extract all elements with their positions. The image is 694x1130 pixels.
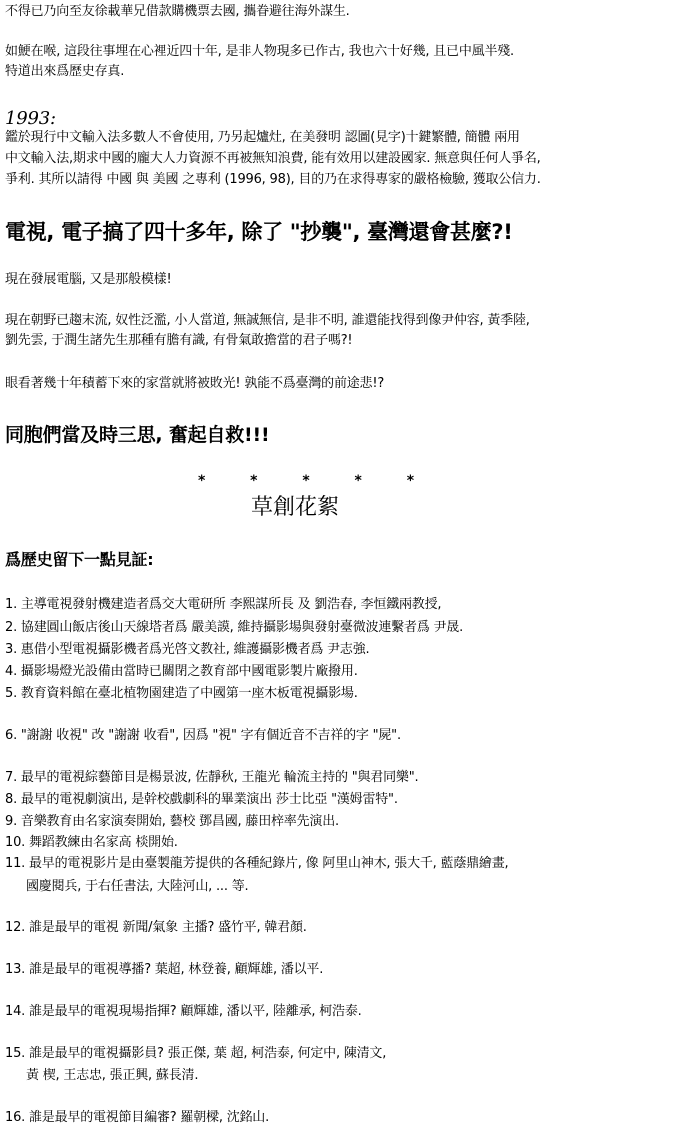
list-item: 15. 誰是最早的電視攝影員? 張正傑, 葉 超, 柯浩泰, 何定中, 陳清文, — [5, 1046, 387, 1061]
list-item: 11. 最早的電視影片是由臺製龍芳提供的各種紀錄片, 像 阿里山神木, 張大千, 藍蔭鼎繪畫, — [5, 856, 509, 871]
list-item: 16. 誰是最早的電視節目編審? 羅朝樑, 沈銘山. — [5, 1110, 270, 1125]
list-item: 7. 最早的電視綜藝節目是楊景波, 佐靜秋, 王龍光 輪流主持的 "與君同樂". — [5, 770, 419, 785]
list-item: 12. 誰是最早的電視 新聞/氣象 主播? 盛竹平, 韓君顏. — [5, 920, 307, 935]
paragraph-b-line-2: 劉先雲, 于潤生諸先生那種有膽有識, 有骨氣敢擔當的君子嗎?! — [5, 333, 353, 348]
year-label: 1993: — [5, 108, 56, 129]
witness-heading: 爲歷史留下一點見証: — [5, 550, 154, 569]
intro-line-3: 特道出來爲歷史存真. — [5, 64, 125, 79]
year-para-line-3: 爭利. 其所以請得 中國 與 美國 之專利 (1996, 98), 目的乃在求得專家的嚴格檢驗, 獲取公信力. — [5, 172, 541, 187]
paragraph-b-line-1: 現在朝野已趨末流, 奴性泛濫, 小人當道, 無誠無信, 是非不明, 誰還能找得到像尹仲容, 黃季陸, — [5, 313, 530, 328]
list-item: 9. 音樂教育由名家演奏開始, 藝校 鄧昌國, 藤田梓率先演出. — [5, 814, 339, 829]
list-item: 10. 舞蹈教練由名家高 棪開始. — [5, 835, 178, 850]
list-item-continuation: 國慶閱兵, 于右任書法, 大陸河山, ... 等. — [26, 879, 249, 894]
rally-heading: 同胞們當及時三思, 奮起自救!!! — [5, 424, 270, 446]
list-item: 5. 教育資料館在臺北植物園建造了中國第一座木板電視攝影場. — [5, 686, 358, 701]
intro-line-2: 如鯁在喉, 這段往事埋在心裡近四十年, 是非人物現多已作古, 我也六十好幾, 且已中風半殘. — [5, 44, 514, 59]
list-item: 14. 誰是最早的電視現場指揮? 顧輝雄, 潘以平, 陸離承, 柯浩泰. — [5, 1004, 362, 1019]
list-item: 13. 誰是最早的電視導播? 葉超, 林登養, 顧輝雄, 潘以平. — [5, 962, 324, 977]
section-title: 草創花絮 — [250, 495, 339, 520]
list-item: 6. "謝謝 收視" 改 "謝謝 收看", 因爲 "視" 字有個近音不吉祥的字 "屍". — [5, 728, 401, 743]
headline: 電視, 電子搞了四十多年, 除了 "抄襲", 臺灣還會甚麼?! — [5, 220, 513, 244]
paragraph-a: 現在發展電腦, 又是那般模樣! — [5, 272, 172, 287]
year-para-line-2: 中文輸入法,期求中國的龐大人力資源不再被無知浪費, 能有效用以建設國家. 無意與任何人爭名, — [5, 151, 541, 166]
list-item: 4. 攝影場燈光設備由當時已關閉之教育部中國電影製片廠撥用. — [5, 664, 358, 679]
star-divider: * * * * * — [197, 473, 435, 489]
list-item: 1. 主導電視發射機建造者爲交大電研所 李熙謀所長 及 劉浩春, 李恒鐵兩教授, — [5, 597, 442, 612]
list-item-continuation: 黃 楔, 王志忠, 張正興, 蘇長清. — [26, 1068, 199, 1083]
list-item: 2. 協建圓山飯店後山天線塔者爲 嚴美謨, 維持攝影場與發射臺微波連繫者爲 尹晟. — [5, 620, 463, 635]
paragraph-c: 眼看著幾十年積蓄下來的家當就將被敗光! 孰能不爲臺灣的前途悲!? — [5, 376, 385, 391]
intro-line-1: 不得已乃向至友徐載華兄借款購機票去國, 攜眷避往海外謀生. — [5, 4, 350, 19]
list-item: 3. 惠借小型電視攝影機者爲光啓文教社, 維護攝影機者爲 尹志強. — [5, 642, 370, 657]
list-item: 8. 最早的電視劇演出, 是幹校戲劇科的畢業演出 莎士比亞 "漢姆雷特". — [5, 792, 398, 807]
year-para-line-1: 鑑於現行中文輸入法多數人不會使用, 乃另起爐灶, 在美發明 認圖(見字)十鍵繁體, 簡體 兩用 — [5, 130, 520, 145]
